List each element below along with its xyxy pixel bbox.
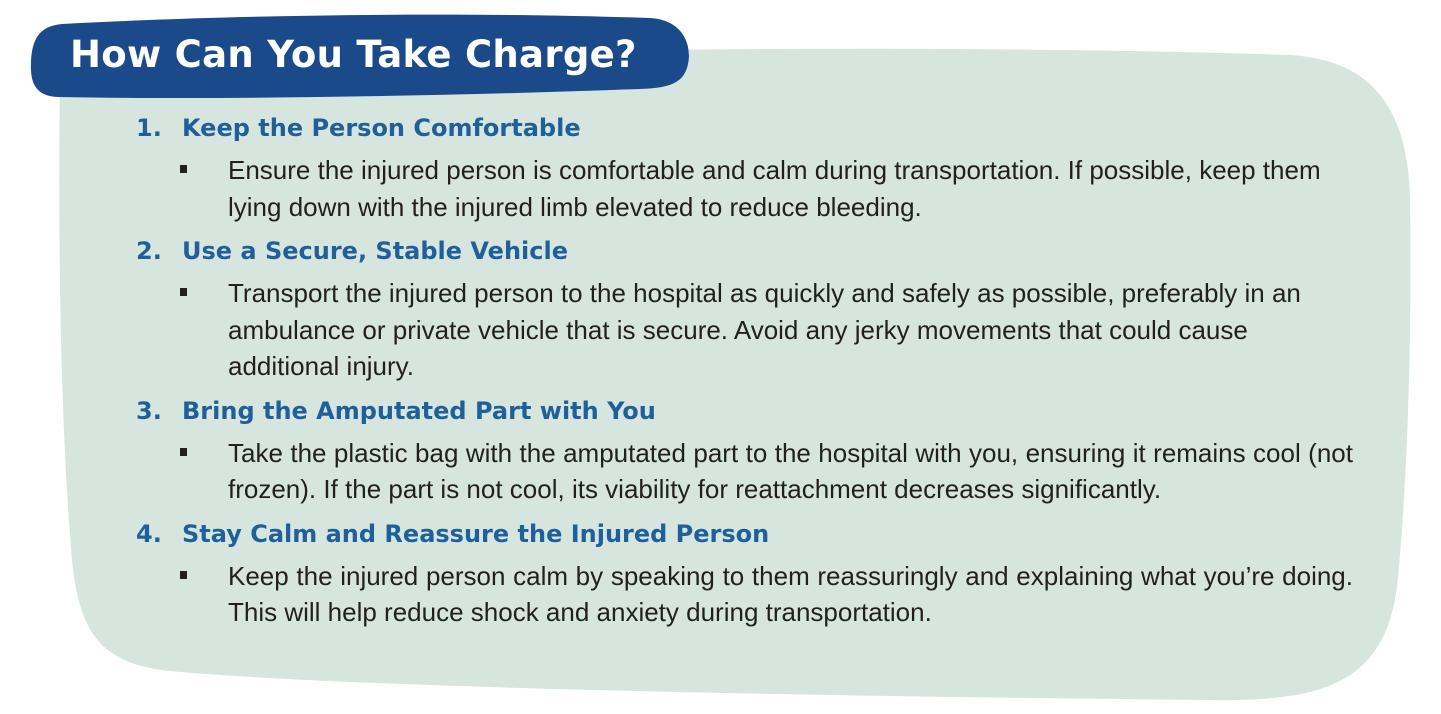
- step-description: Take the plastic bag with the amputated part to the hospital with you, ensuring it remains cool (not frozen). If the part is not cool, its viability for reattachment decreases significantly.: [228, 437, 1353, 504]
- step-description: Transport the injured person to the hospital as quickly and safely as possible, preferably in an ambulance or private vehicle that is secure. Avoid any jerky movements that could cause additional injury.: [228, 278, 1301, 381]
- step-bullet-row: [136, 152, 1353, 225]
- page-title: How Can You Take Charge?: [70, 33, 637, 76]
- step-item: [136, 231, 1353, 385]
- square-bullet-icon: [180, 435, 190, 508]
- square-bullet-icon: [180, 275, 190, 385]
- step-description: Ensure the injured person is comfortable and calm during transportation. If possible, keep them lying down with the injured limb elevated to reduce bleeding.: [228, 155, 1321, 222]
- step-item: [136, 514, 1353, 631]
- step-item: [136, 108, 1353, 225]
- step-number: 3.: [136, 396, 162, 425]
- step-item: [136, 391, 1353, 508]
- step-bullet-row: [136, 558, 1353, 631]
- step-number: 1.: [136, 114, 162, 142]
- step-title: Bring the Amputated Part with You: [182, 396, 656, 425]
- step-bullet-row: [136, 275, 1353, 385]
- step-number: 4.: [136, 519, 162, 548]
- step-number: 2.: [136, 237, 162, 265]
- step-title: Use a Secure, Stable Vehicle: [182, 237, 568, 265]
- step-bullet-row: [136, 435, 1353, 508]
- square-bullet-icon: [180, 558, 190, 631]
- step-heading: [136, 231, 1353, 271]
- steps-list: [136, 108, 1353, 637]
- square-bullet-icon: [180, 152, 190, 225]
- step-title: Keep the Person Comfortable: [182, 114, 581, 142]
- step-description: Keep the injured person calm by speaking to them reassuringly and explaining what you’re doing. This will help reduce shock and anxiety during transportation.: [228, 560, 1353, 627]
- step-heading: [136, 514, 1353, 554]
- step-heading: [136, 108, 1353, 148]
- step-heading: [136, 391, 1353, 431]
- step-title: Stay Calm and Reassure the Injured Person: [182, 519, 770, 548]
